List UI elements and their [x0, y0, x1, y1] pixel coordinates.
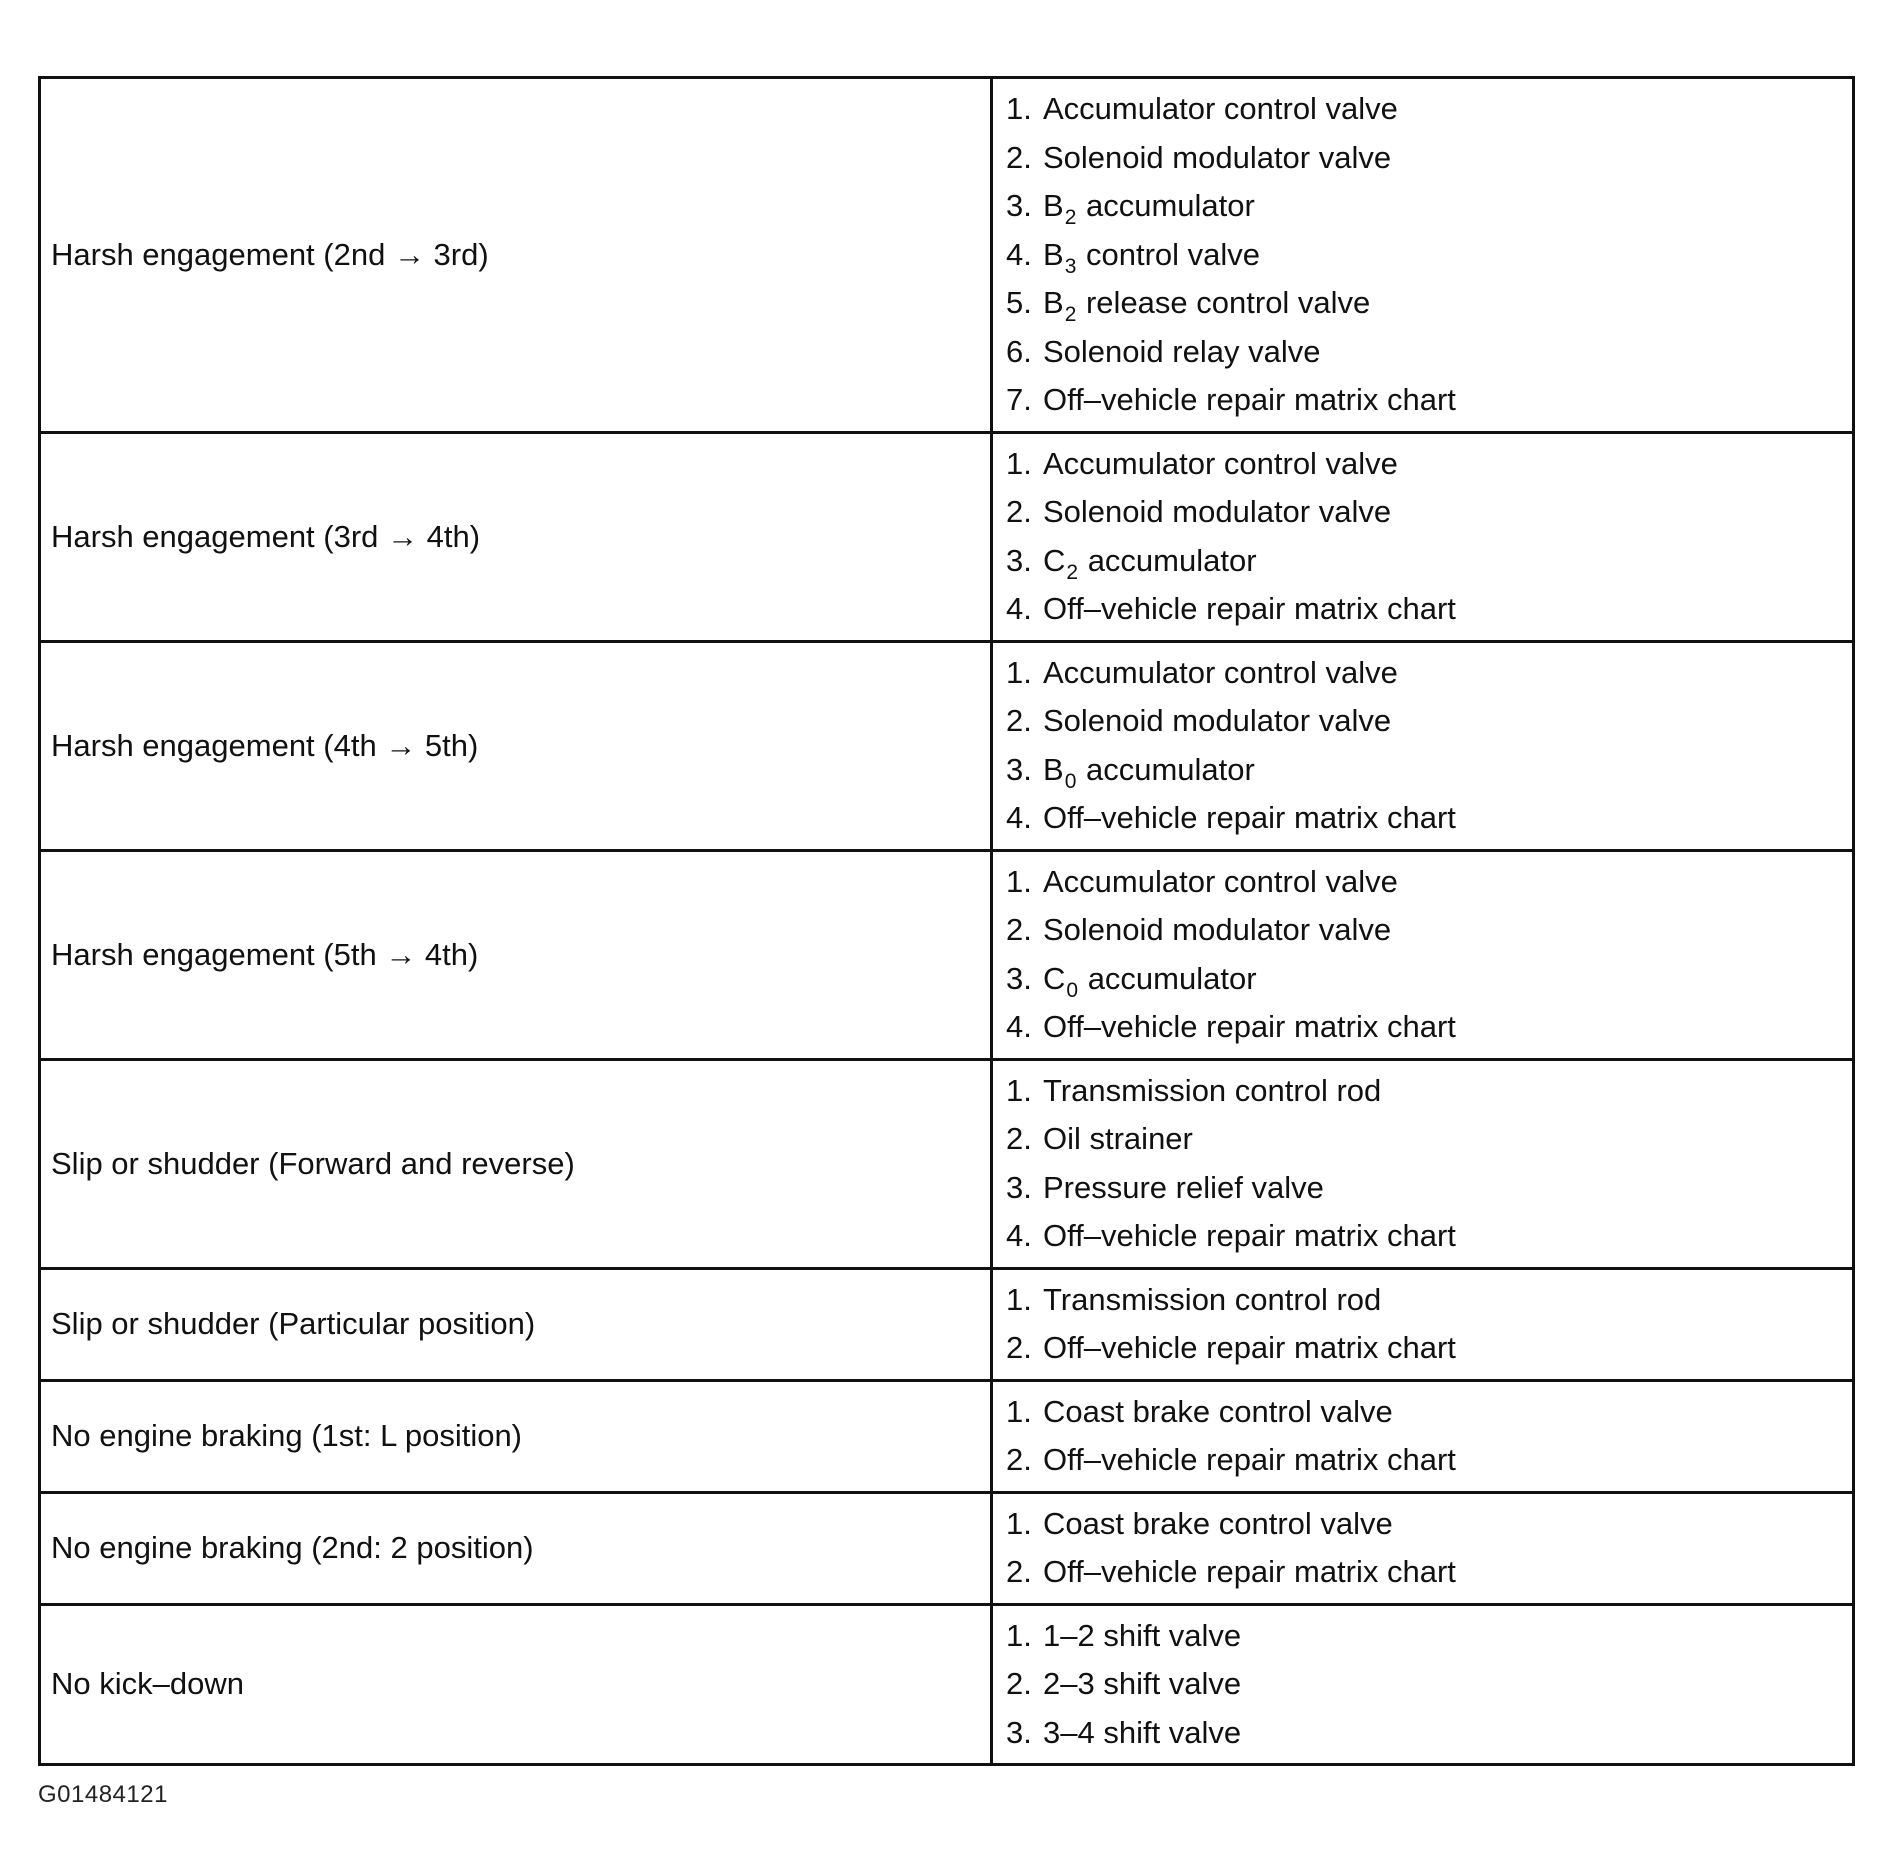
item-number: 4. [1006, 1009, 1032, 1044]
inspection-items-cell [992, 1380, 1854, 1492]
symptom-text: No engine braking (1st: L position) [51, 1418, 523, 1453]
item-number: 1. [1006, 445, 1032, 481]
list-item [1006, 1500, 1852, 1549]
item-text: Accumulator control valve [1043, 863, 1398, 899]
list-item [1006, 1003, 1852, 1052]
item-number: 1. [1006, 1281, 1032, 1317]
item-text: Coast brake control valve [1043, 1393, 1393, 1429]
symptom-cell [40, 641, 992, 850]
item-number: 2. [1006, 494, 1032, 529]
item-text-suffix: accumulator [1077, 188, 1255, 223]
item-text: Solenoid modulator valve [1043, 912, 1392, 947]
symptom-text: Slip or shudder (Particular position) [51, 1306, 536, 1341]
table-row [40, 1604, 1854, 1765]
item-text: Off–vehicle repair matrix chart [1043, 591, 1456, 626]
inspection-items-cell [992, 1268, 1854, 1380]
inspection-list [993, 434, 1852, 640]
item-text: Off–vehicle repair matrix chart [1043, 382, 1456, 417]
item-subscript: 0 [1064, 769, 1077, 793]
item-text: Accumulator control valve [1043, 445, 1398, 481]
symptom-cell [40, 1380, 992, 1492]
inspection-list [993, 79, 1852, 431]
item-text-suffix: accumulator [1077, 751, 1255, 787]
item-text: Solenoid modulator valve [1043, 494, 1392, 529]
list-item [1006, 1324, 1852, 1373]
list-item [1006, 1548, 1852, 1597]
inspection-items-cell [992, 78, 1854, 433]
item-text: Transmission control rod [1043, 1072, 1382, 1108]
list-item [1006, 697, 1852, 746]
item-number: 1. [1006, 1072, 1032, 1108]
symptom-text: No kick–down [51, 1666, 244, 1702]
list-item [1006, 1436, 1852, 1485]
list-item [1006, 746, 1852, 795]
item-text: B [1043, 751, 1064, 787]
item-number: 1. [1006, 654, 1032, 690]
list-item [1006, 955, 1852, 1004]
inspection-items-cell [992, 1059, 1854, 1268]
item-number: 2. [1006, 1554, 1032, 1589]
inspection-items-cell [992, 641, 1854, 850]
item-text: Oil strainer [1043, 1121, 1193, 1156]
item-number: 3. [1006, 1714, 1032, 1750]
list-item [1006, 1115, 1852, 1164]
item-number: 5. [1006, 285, 1032, 320]
table-row [40, 1059, 1854, 1268]
list-item [1006, 1660, 1852, 1709]
item-text-suffix: release control valve [1077, 285, 1371, 320]
item-text: Pressure relief valve [1043, 1169, 1324, 1205]
item-number: 3. [1006, 542, 1032, 578]
item-text: C [1043, 960, 1066, 996]
item-number: 4. [1006, 591, 1032, 626]
symptom-cell [40, 432, 992, 641]
item-text-suffix: control valve [1077, 236, 1261, 272]
list-item [1006, 537, 1852, 586]
list-item [1006, 279, 1852, 328]
item-text: Solenoid modulator valve [1043, 703, 1392, 738]
item-text: Transmission control rod [1043, 1281, 1382, 1317]
inspection-list [993, 1061, 1852, 1267]
item-text: B [1043, 236, 1064, 272]
symptom-cell [40, 1268, 992, 1380]
item-number: 3. [1006, 751, 1032, 787]
table-row [40, 850, 1854, 1059]
diagnosis-sheet [38, 76, 1855, 1766]
item-number: 4. [1006, 236, 1032, 272]
symptom-cell [40, 1492, 992, 1604]
list-item [1006, 1164, 1852, 1213]
item-number: 4. [1006, 800, 1032, 835]
list-item [1006, 1388, 1852, 1437]
item-number: 4. [1006, 1218, 1032, 1253]
item-text: 1–2 shift valve [1043, 1617, 1242, 1653]
item-subscript: 2 [1064, 303, 1077, 326]
symptom-cell [40, 1604, 992, 1765]
inspection-list [993, 1270, 1852, 1379]
list-item [1006, 328, 1852, 377]
item-number: 2. [1006, 139, 1032, 175]
list-item [1006, 585, 1852, 634]
inspection-list [993, 852, 1852, 1058]
item-number: 1. [1006, 1393, 1032, 1429]
item-text: Off–vehicle repair matrix chart [1043, 1218, 1456, 1253]
item-text: 2–3 shift valve [1043, 1666, 1242, 1701]
list-item [1006, 1709, 1852, 1758]
item-number: 3. [1006, 960, 1032, 996]
figure-code: G01484121 [38, 1781, 168, 1808]
symptom-cell [40, 850, 992, 1059]
item-number: 2. [1006, 1666, 1032, 1701]
inspection-items-cell [992, 850, 1854, 1059]
inspection-items-cell [992, 1604, 1854, 1765]
item-text: C [1043, 542, 1066, 578]
list-item [1006, 231, 1852, 280]
table-row [40, 78, 1854, 433]
list-item [1006, 649, 1852, 698]
symptom-text: Harsh engagement (2nd → 3rd) [51, 236, 489, 272]
list-item [1006, 794, 1852, 843]
item-text: Coast brake control valve [1043, 1505, 1393, 1541]
symptom-text: No engine braking (2nd: 2 position) [51, 1530, 534, 1565]
list-item [1006, 182, 1852, 231]
item-subscript: 2 [1064, 206, 1077, 229]
symptom-text: Slip or shudder (Forward and reverse) [51, 1145, 575, 1181]
item-number: 1. [1006, 863, 1032, 899]
item-number: 3. [1006, 188, 1032, 223]
item-number: 1. [1006, 91, 1032, 126]
item-number: 2. [1006, 703, 1032, 738]
symptom-text: Harsh engagement (4th → 5th) [51, 727, 479, 763]
symptom-text: Harsh engagement (3rd → 4th) [51, 518, 481, 554]
list-item [1006, 1067, 1852, 1116]
list-item [1006, 1276, 1852, 1325]
item-number: 2. [1006, 1330, 1032, 1365]
item-subscript: 0 [1066, 978, 1079, 1002]
item-text: 3–4 shift valve [1043, 1714, 1242, 1750]
symptom-text: Harsh engagement (5th → 4th) [51, 936, 479, 972]
list-item [1006, 1212, 1852, 1261]
item-text: B [1043, 285, 1064, 320]
list-item [1006, 488, 1852, 537]
list-item [1006, 85, 1852, 134]
list-item [1006, 440, 1852, 489]
item-text-suffix: accumulator [1079, 960, 1257, 996]
table-row [40, 1380, 1854, 1492]
table-row [40, 1268, 1854, 1380]
item-number: 6. [1006, 333, 1032, 369]
symptom-cell [40, 1059, 992, 1268]
list-item [1006, 134, 1852, 183]
item-text: Accumulator control valve [1043, 91, 1398, 126]
item-number: 7. [1006, 382, 1032, 417]
item-number: 1. [1006, 1505, 1032, 1541]
list-item [1006, 1612, 1852, 1661]
inspection-list [993, 1606, 1852, 1764]
item-text: Off–vehicle repair matrix chart [1043, 800, 1456, 835]
item-number: 3. [1006, 1169, 1032, 1205]
item-text: Off–vehicle repair matrix chart [1043, 1330, 1456, 1365]
item-number: 2. [1006, 1442, 1032, 1477]
item-text: Off–vehicle repair matrix chart [1043, 1442, 1456, 1477]
item-text: Solenoid relay valve [1043, 333, 1321, 369]
item-text-suffix: accumulator [1079, 542, 1257, 578]
item-text: Off–vehicle repair matrix chart [1043, 1554, 1456, 1589]
item-text: B [1043, 188, 1064, 223]
table-body [40, 78, 1854, 1765]
item-number: 2. [1006, 912, 1032, 947]
list-item [1006, 858, 1852, 907]
item-subscript: 3 [1064, 254, 1077, 278]
table-row [40, 1492, 1854, 1604]
item-number: 1. [1006, 1617, 1032, 1653]
inspection-list [993, 643, 1852, 849]
item-number: 2. [1006, 1121, 1032, 1156]
inspection-list [993, 1382, 1852, 1491]
item-text: Off–vehicle repair matrix chart [1043, 1009, 1456, 1044]
list-item [1006, 906, 1852, 955]
inspection-items-cell [992, 432, 1854, 641]
inspection-list [993, 1494, 1852, 1603]
symptom-cell [40, 78, 992, 433]
inspection-items-cell [992, 1492, 1854, 1604]
item-text: Solenoid modulator valve [1043, 139, 1392, 175]
item-text: Accumulator control valve [1043, 654, 1398, 690]
table-row [40, 641, 1854, 850]
list-item [1006, 376, 1852, 425]
symptom-matrix-table [38, 76, 1855, 1766]
item-subscript: 2 [1066, 560, 1079, 584]
table-row [40, 432, 1854, 641]
